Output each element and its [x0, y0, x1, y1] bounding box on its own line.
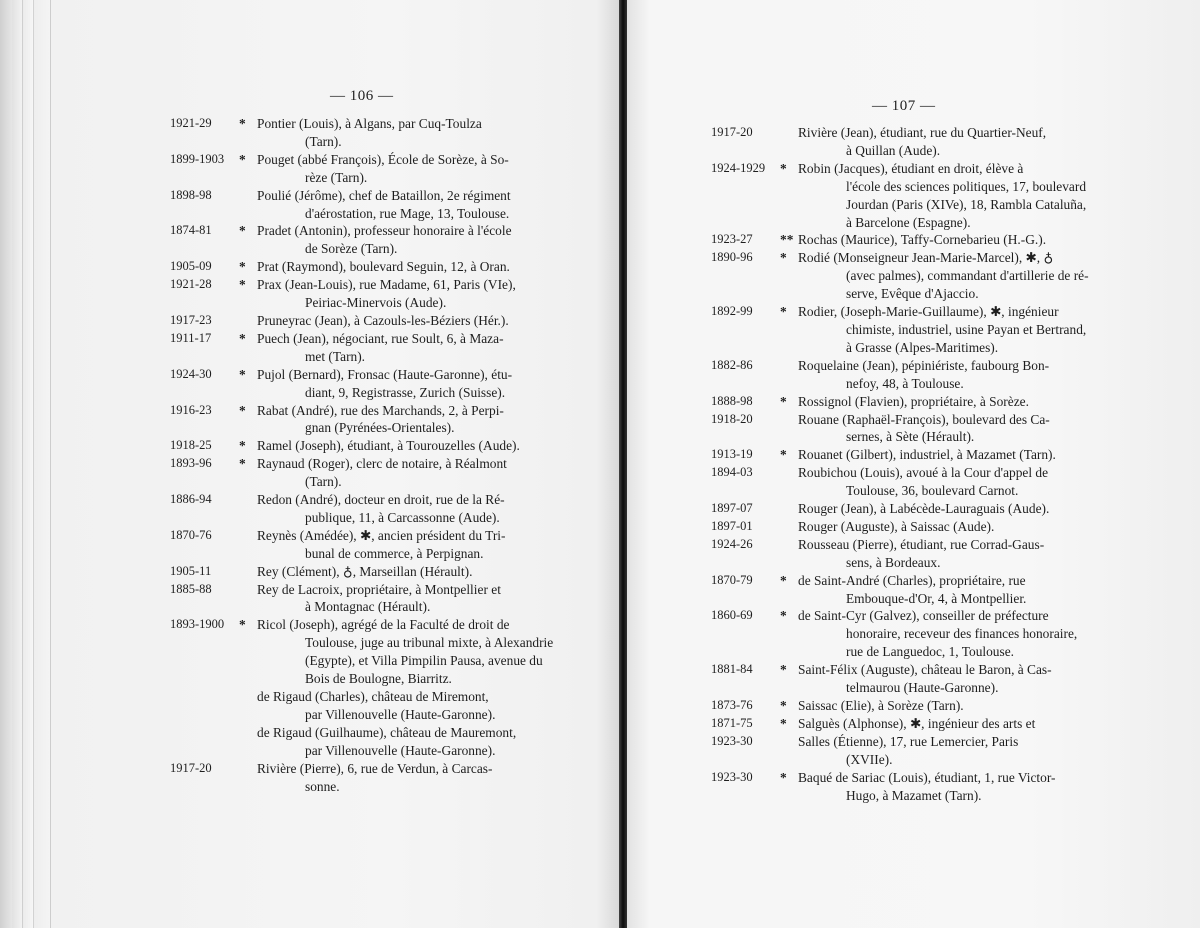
directory-entry — [711, 769, 1106, 805]
entry-line-continuation: Peiriac-Minervois (Aude). — [305, 295, 447, 311]
entry-line-continuation: telmaurou (Haute-Garonne). — [846, 680, 999, 696]
entry-line-first: Ramel (Joseph), étudiant, à Tourouzelles (Aude). — [257, 438, 520, 454]
directory-entry — [170, 115, 570, 151]
entry-line-first: Rouane (Raphaël-François), boulevard des Ca- — [798, 411, 1050, 427]
entry-line-first: Reynès (Amédée), ✱, ancien président du Tri- — [257, 527, 506, 543]
entry-line-first: Poulié (Jérôme), chef de Bataillon, 2e régiment — [257, 187, 511, 203]
entry-years: 1924-30 — [170, 366, 212, 381]
entry-text — [257, 724, 570, 760]
entry-text — [257, 151, 570, 187]
entry-line-continuation: Embouque-d'Or, 4, à Montpellier. — [846, 590, 1027, 606]
entry-years: 1874-81 — [170, 223, 212, 238]
page-edge-stack — [23, 0, 34, 928]
entry-list-right — [711, 124, 1106, 804]
entry-line-continuation: à Barcelone (Espagne). — [846, 214, 971, 230]
entry-text — [798, 446, 1106, 464]
entry-line-continuation: sernes, à Sète (Hérault). — [846, 429, 975, 445]
entry-text — [257, 366, 570, 402]
entry-line-continuation: à Grasse (Alpes-Maritimes). — [846, 339, 999, 355]
entry-years: 1917-20 — [711, 125, 753, 139]
directory-entry — [170, 437, 570, 455]
entry-line-continuation: rue de Languedoc, 1, Toulouse. — [846, 644, 1015, 660]
entry-line-first: Saissac (Elie), à Sorèze (Tarn). — [798, 698, 964, 713]
entry-line-first: Rouanet (Gilbert), industriel, à Mazamet (Tarn). — [798, 447, 1056, 463]
page-edge-stack — [34, 0, 51, 928]
entry-line-continuation: honoraire, receveur des finances honoraire, — [846, 626, 1078, 642]
entry-asterisk-mark: * — [239, 116, 246, 131]
entry-line-continuation: Toulouse, juge au tribunal mixte, à Alexandrie — [305, 635, 554, 651]
entry-years: 1870-79 — [711, 572, 753, 587]
directory-entry — [170, 527, 570, 563]
entry-years: 1924-26 — [711, 536, 753, 551]
entry-years: 1917-23 — [170, 312, 212, 327]
entry-text — [257, 581, 570, 617]
directory-entry — [170, 581, 570, 617]
directory-entry — [711, 160, 1106, 232]
entry-years: 1885-88 — [170, 581, 212, 596]
entry-asterisk-mark: * — [780, 304, 787, 320]
entry-asterisk-mark: ** — [780, 232, 794, 248]
entry-line-first: de Saint-André (Charles), propriétaire, rue — [798, 572, 1026, 588]
entry-line-continuation: Bois de Boulogne, Biarritz. — [305, 671, 452, 687]
directory-entry — [170, 402, 570, 438]
entry-line-first: Pouget (abbé François), École de Sorèze, à So- — [257, 151, 509, 167]
entry-line-continuation: met (Tarn). — [305, 348, 366, 364]
entry-line-first: Pontier (Louis), à Algans, par Cuq-Toulza — [257, 116, 482, 131]
entry-line-first: Roquelaine (Jean), pépiniériste, faubourg Bon- — [798, 357, 1050, 373]
book-edge — [0, 0, 12, 928]
entry-line-first: Pruneyrac (Jean), à Cazouls-les-Béziers (Hér.). — [257, 312, 509, 328]
entry-text — [257, 491, 570, 527]
directory-entry — [711, 733, 1106, 769]
entry-line-first: Rivière (Jean), étudiant, rue du Quartier-Neuf, — [798, 125, 1047, 140]
directory-entry — [170, 563, 570, 581]
entry-years: 1860-69 — [711, 608, 753, 623]
entry-line-first: de Rigaud (Guilhaume), château de Mauremont, — [257, 724, 517, 740]
directory-entry — [170, 491, 570, 527]
entry-line-continuation: gnan (Pyrénées-Orientales). — [305, 420, 455, 436]
entry-text — [798, 160, 1106, 232]
entry-text — [798, 249, 1106, 303]
entry-text — [257, 222, 570, 258]
entry-line-continuation: sonne. — [305, 778, 340, 794]
entry-text — [798, 518, 1106, 536]
entry-line-first: Baqué de Sariac (Louis), étudiant, 1, rue Victor- — [798, 769, 1056, 785]
entry-years: 1873-76 — [711, 698, 753, 712]
entry-line-first: Salles (Étienne), 17, rue Lemercier, Paris — [798, 733, 1019, 749]
directory-entry — [170, 688, 570, 724]
entry-years: 1886-94 — [170, 492, 212, 507]
entry-text — [257, 276, 570, 312]
entry-text — [798, 769, 1106, 805]
entry-line-continuation: publique, 11, à Carcassonne (Aude). — [305, 509, 500, 525]
directory-entry — [711, 393, 1106, 411]
directory-entry — [711, 249, 1106, 303]
directory-entry — [711, 500, 1106, 518]
entry-line-continuation: l'école des sciences politiques, 17, boulevard — [846, 178, 1087, 194]
directory-entry — [170, 312, 570, 330]
entry-asterisk-mark: * — [239, 277, 246, 293]
entry-asterisk-mark: * — [780, 160, 787, 176]
entry-asterisk-mark: * — [239, 617, 246, 633]
entry-years: 1881-84 — [711, 662, 753, 677]
entry-line-first: Salguès (Alphonse), ✱, ingénieur des arts et — [798, 715, 1036, 731]
directory-entry — [170, 187, 570, 223]
entry-line-first: Rey de Lacroix, propriétaire, à Montpellier et — [257, 581, 501, 597]
entry-asterisk-mark: * — [239, 366, 246, 382]
directory-entry — [711, 464, 1106, 500]
entry-asterisk-mark: * — [239, 438, 246, 454]
entry-years: 1888-98 — [711, 393, 753, 408]
directory-entry — [170, 276, 570, 312]
directory-entry — [711, 411, 1106, 447]
entry-text — [798, 572, 1106, 608]
entry-years: 1905-09 — [170, 259, 212, 274]
entry-asterisk-mark: * — [780, 447, 787, 463]
entry-line-first: Puech (Jean), négociant, rue Soult, 6, à Maza- — [257, 330, 504, 346]
directory-entry — [170, 258, 570, 276]
entry-years: 1917-20 — [170, 760, 212, 775]
entry-years: 1871-75 — [711, 715, 753, 730]
directory-entry — [711, 572, 1106, 608]
entry-line-first: Raynaud (Roger), clerc de notaire, à Réalmont — [257, 456, 507, 472]
entry-line-continuation: (Tarn). — [305, 133, 342, 149]
entry-text — [798, 303, 1106, 357]
entry-asterisk-mark: * — [239, 223, 246, 239]
directory-entry — [711, 518, 1106, 536]
entry-text — [257, 437, 570, 455]
entry-line-first: Rodié (Monseigneur Jean-Marie-Marcel), ✱, ♁ — [798, 250, 1054, 266]
entry-years: 1899-1903 — [170, 151, 225, 166]
entry-line-first: de Rigaud (Charles), château de Miremont, — [257, 689, 489, 704]
entry-text — [257, 688, 570, 724]
entry-asterisk-mark: * — [780, 608, 787, 624]
entry-line-first: Saint-Félix (Auguste), château le Baron, à Cas- — [798, 662, 1052, 678]
entry-line-continuation: à Quillan (Aude). — [846, 142, 941, 158]
page-number-left: — 106 — — [330, 88, 394, 104]
directory-entry — [711, 303, 1106, 357]
entry-text — [257, 330, 570, 366]
entry-line-first: Rouger (Auguste), à Saissac (Aude). — [798, 518, 995, 534]
entry-line-continuation: (Egypte), et Villa Pimpilin Pausa, avenue du — [305, 653, 543, 669]
directory-entry — [711, 446, 1106, 464]
entry-years: 1893-1900 — [170, 617, 225, 632]
entry-years: 1890-96 — [711, 250, 753, 265]
entry-line-first: Rouger (Jean), à Labécède-Lauraguais (Aude). — [798, 501, 1050, 517]
entry-years: 1894-03 — [711, 465, 753, 480]
entry-years: 1921-28 — [170, 277, 212, 292]
entry-asterisk-mark: * — [239, 151, 246, 167]
directory-entry — [711, 697, 1106, 715]
entry-asterisk-mark: * — [780, 698, 787, 713]
entry-line-continuation: bunal de commerce, à Perpignan. — [305, 545, 484, 561]
directory-entry — [170, 724, 570, 760]
entry-line-first: Rodier, (Joseph-Marie-Guillaume), ✱, ingénieur — [798, 304, 1059, 320]
book-spine-gutter — [619, 0, 627, 928]
entry-text — [798, 500, 1106, 518]
entry-line-first: Roubichou (Louis), avoué à la Cour d'appel de — [798, 465, 1049, 481]
directory-entry — [711, 231, 1106, 249]
entry-line-first: Rousseau (Pierre), étudiant, rue Corrad-Gaus- — [798, 536, 1045, 552]
entry-text — [798, 697, 1106, 715]
entry-asterisk-mark: * — [239, 456, 246, 472]
entry-text — [257, 527, 570, 563]
entry-text — [798, 124, 1106, 160]
entry-line-continuation: à Montagnac (Hérault). — [305, 599, 431, 615]
directory-entry — [170, 616, 570, 688]
directory-entry — [711, 357, 1106, 393]
entry-line-first: Pujol (Bernard), Fronsac (Haute-Garonne), étu- — [257, 366, 513, 382]
page-edge-stack — [12, 0, 23, 928]
entry-years: 1911-17 — [170, 330, 212, 345]
entry-asterisk-mark: * — [239, 402, 246, 418]
page-number-right: — 107 — — [872, 98, 936, 114]
entry-years: 1870-76 — [170, 527, 212, 542]
entry-line-continuation: par Villenouvelle (Haute-Garonne). — [305, 742, 496, 758]
entry-line-first: Ricol (Joseph), agrégé de la Faculté de droit de — [257, 617, 510, 633]
entry-text — [257, 760, 570, 796]
entry-text — [257, 616, 570, 688]
entry-line-continuation: par Villenouvelle (Haute-Garonne). — [305, 706, 496, 722]
entry-line-continuation: Toulouse, 36, boulevard Carnot. — [846, 483, 1019, 499]
entry-line-continuation: Jourdan (Paris (XIVe), 18, Rambla Cataluña, — [846, 196, 1087, 212]
entry-years: 1892-99 — [711, 304, 753, 319]
directory-entry — [711, 607, 1106, 661]
entry-text — [798, 357, 1106, 393]
directory-entry — [170, 151, 570, 187]
entry-text — [798, 231, 1106, 249]
entry-asterisk-mark: * — [780, 769, 787, 785]
entry-line-continuation: d'aérostation, rue Mage, 13, Toulouse. — [305, 205, 510, 221]
entry-line-continuation: sens, à Bordeaux. — [846, 554, 941, 570]
directory-entry — [170, 760, 570, 796]
entry-years: 1921-29 — [170, 116, 212, 130]
entry-line-continuation: chimiste, industriel, usine Payan et Bertrand, — [846, 321, 1087, 337]
entry-line-continuation: rèze (Tarn). — [305, 169, 368, 185]
entry-asterisk-mark: * — [780, 250, 787, 266]
directory-entry — [170, 366, 570, 402]
entry-text — [798, 715, 1106, 733]
directory-entry — [711, 715, 1106, 733]
entry-line-first: Rey (Clément), ♁, Marseillan (Hérault). — [257, 563, 473, 579]
entry-years: 1923-30 — [711, 769, 753, 784]
entry-text — [798, 607, 1106, 661]
entry-line-continuation: (XVIIe). — [846, 751, 893, 767]
entry-text — [257, 402, 570, 438]
entry-line-continuation: nefoy, 48, à Toulouse. — [846, 375, 964, 391]
entry-years: 1913-19 — [711, 447, 753, 462]
entry-text — [257, 563, 570, 581]
entry-line-continuation: serve, Evêque d'Ajaccio. — [846, 286, 979, 302]
entry-line-first: de Saint-Cyr (Galvez), conseiller de préfecture — [798, 608, 1049, 624]
entry-line-first: Rochas (Maurice), Taffy-Cornebarieu (H.-G.). — [798, 232, 1047, 248]
directory-entry — [711, 536, 1106, 572]
entry-years: 1882-86 — [711, 357, 753, 372]
directory-entry — [711, 661, 1106, 697]
entry-years: 1898-98 — [170, 187, 212, 202]
entry-years: 1897-07 — [711, 501, 753, 516]
entry-text — [257, 258, 570, 276]
entry-line-first: Rabat (André), rue des Marchands, 2, à Perpi- — [257, 402, 504, 418]
entry-line-continuation: diant, 9, Registrasse, Zurich (Suisse). — [305, 384, 506, 400]
entry-line-first: Redon (André), docteur en droit, rue de la Ré- — [257, 492, 505, 508]
entry-asterisk-mark: * — [780, 393, 787, 409]
entry-years: 1905-11 — [170, 563, 212, 578]
entry-list-left — [170, 115, 570, 795]
entry-asterisk-mark: * — [239, 330, 246, 346]
entry-line-continuation: (Tarn). — [305, 474, 342, 490]
entry-line-continuation: (avec palmes), commandant d'artillerie de ré- — [846, 268, 1089, 284]
entry-line-first: Rivière (Pierre), 6, rue de Verdun, à Carcas- — [257, 760, 493, 776]
directory-entry — [170, 455, 570, 491]
directory-entry — [170, 222, 570, 258]
entry-text — [798, 411, 1106, 447]
entry-asterisk-mark: * — [239, 259, 246, 275]
entry-text — [798, 661, 1106, 697]
entry-line-first: Prax (Jean-Louis), rue Madame, 61, Paris (VIe), — [257, 277, 516, 293]
entry-years: 1916-23 — [170, 402, 212, 417]
entry-line-first: Robin (Jacques), étudiant en droit, élève à — [798, 160, 1024, 176]
entry-years: 1918-20 — [711, 411, 753, 426]
entry-asterisk-mark: * — [780, 715, 787, 731]
entry-text — [798, 393, 1106, 411]
entry-line-first: Pradet (Antonin), professeur honoraire à l'école — [257, 223, 512, 239]
entry-years: 1918-25 — [170, 438, 212, 453]
directory-entry — [170, 330, 570, 366]
entry-years: 1897-01 — [711, 518, 753, 533]
entry-years: 1923-30 — [711, 733, 753, 748]
entry-text — [798, 733, 1106, 769]
entry-asterisk-mark: * — [780, 572, 787, 588]
entry-text — [798, 536, 1106, 572]
entry-line-continuation: de Sorèze (Tarn). — [305, 241, 398, 257]
entry-years: 1893-96 — [170, 456, 212, 471]
entry-years: 1924-1929 — [711, 160, 766, 175]
entry-line-first: Rossignol (Flavien), propriétaire, à Sorèze. — [798, 393, 1029, 409]
directory-entry — [711, 124, 1106, 160]
entry-text — [257, 115, 570, 151]
entry-text — [257, 312, 570, 330]
entry-years: 1923-27 — [711, 232, 753, 247]
entry-text — [798, 464, 1106, 500]
entry-text — [257, 455, 570, 491]
entry-line-first: Prat (Raymond), boulevard Seguin, 12, à Oran. — [257, 259, 510, 275]
entry-line-continuation: Hugo, à Mazamet (Tarn). — [846, 787, 982, 803]
entry-text — [257, 187, 570, 223]
entry-asterisk-mark: * — [780, 662, 787, 678]
